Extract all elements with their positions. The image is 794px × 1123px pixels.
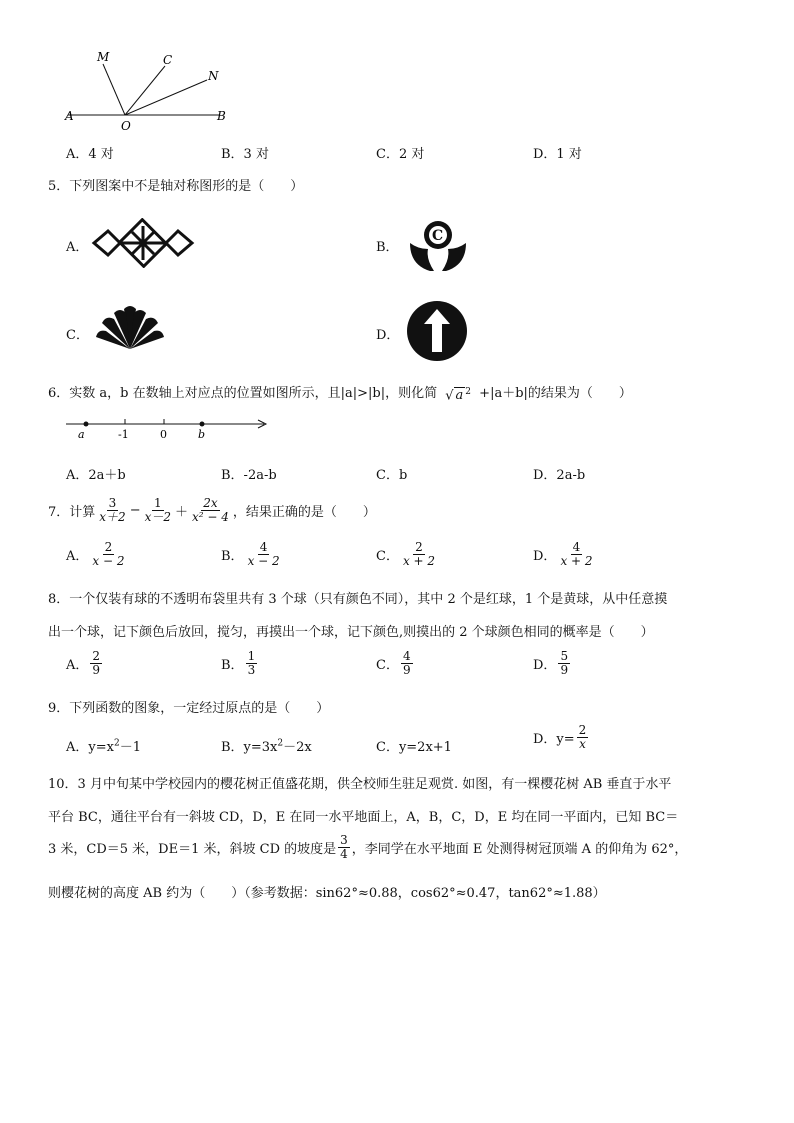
q7-option-c-num: 2 (415, 540, 423, 554)
q6-option-a[interactable]: A．2a＋b (66, 468, 126, 483)
q8-option-d-label: D． (533, 657, 557, 673)
q7-option-d[interactable] (533, 541, 597, 567)
q9-option-b[interactable] (221, 736, 312, 755)
q6-radicand-exp: 2 (465, 386, 472, 397)
q9-option-a-exp: 2 (113, 738, 120, 749)
q7-stem-post: ，结果正确的是（ ） (232, 504, 376, 520)
q8-option-a[interactable] (66, 650, 104, 676)
q7-option-c-label: C． (376, 548, 399, 564)
angle-figure (60, 48, 230, 133)
q8-option-c-den: 9 (402, 662, 411, 677)
q10-line3-post: ，李同学在水平地面 E 处测得树冠顶端 A 的仰角为 62°， (351, 841, 688, 857)
q5-stem: 5．下列图案中不是轴对称图形的是（ ） (48, 179, 304, 194)
q7-term2-num: 1 (153, 496, 162, 510)
q6-radicand: a (455, 388, 464, 403)
q9-option-d[interactable] (533, 724, 590, 750)
q4-option-a[interactable]: A．4 对 (66, 147, 114, 162)
q9-option-d-num: 2 (578, 723, 587, 737)
q6-stem-row (48, 382, 632, 401)
q7-option-a-den: x − 2 (92, 553, 125, 568)
label-a: A (65, 109, 74, 123)
q9-option-d-pre: D．y= (533, 731, 575, 747)
q6-option-b[interactable]: B．-2a-b (221, 468, 277, 483)
axis-label-zero: 0 (160, 428, 167, 441)
number-line (64, 412, 274, 442)
q8-line1: 8．一个仅装有球的不透明布袋里共有 3 个球（只有颜色不同），其中 2 个是红球，1 个是黄球，从中任意摸 (48, 592, 668, 607)
q10-slope-num: 3 (340, 833, 348, 847)
q9-option-a[interactable] (66, 736, 141, 755)
q10-line3-pre: 3 米，CD＝5 米，DE＝1 米，斜坡 CD 的坡度是 (48, 841, 337, 857)
q7-stem-pre: 7．计算 (48, 504, 96, 520)
q8-option-c[interactable] (376, 650, 415, 676)
q9-option-b-exp: 2 (277, 738, 284, 749)
q9-option-b-pre: B．y=3x (221, 740, 278, 755)
q7-option-d-num: 4 (572, 540, 581, 554)
q7-option-d-label: D． (533, 548, 557, 564)
q7-option-b[interactable] (221, 541, 284, 567)
q8-option-b-num: 1 (247, 649, 256, 663)
ray-oc (125, 66, 165, 115)
q9-option-a-pre: A．y=x (66, 740, 114, 755)
ray-on (125, 80, 207, 115)
q6-stem-pre: 6．实数 a，b 在数轴上对应点的位置如图所示，且|a|>|b|，则化简 (48, 386, 438, 401)
q4-option-b[interactable]: B．3 对 (221, 147, 269, 162)
q8-option-a-den: 9 (92, 662, 101, 677)
q7-option-b-den: x − 2 (247, 553, 280, 568)
q10-line1: 10．3 月中旬某中学校园内的樱花树正值盛花期，供全校师生驻足观赏. 如图，有一棵樱花树 AB 垂直于水平 (48, 777, 672, 792)
q7-op2: ＋ (175, 504, 189, 520)
axis-label-minus1: -1 (118, 428, 129, 441)
q8-option-c-num: 4 (402, 649, 411, 663)
q8-option-c-label: C． (376, 657, 399, 673)
q7-stem-row (48, 497, 376, 523)
q7-term1-num: 3 (108, 496, 117, 510)
q7-option-c[interactable] (376, 541, 439, 567)
q9-option-a-post: －1 (119, 740, 141, 755)
bank-logo-icon (406, 215, 470, 273)
q7-term1 (97, 497, 127, 523)
q4-option-c[interactable]: C．2 对 (376, 147, 425, 162)
q5-label-d[interactable]: D． (376, 328, 400, 343)
label-o: O (121, 119, 131, 133)
q6-stem-post: +|a＋b|的结果为（ ） (479, 386, 632, 401)
q10-line3 (48, 834, 687, 860)
q8-line2: 出一个球，记下颜色后放回，搅匀，再摸出一个球，记下颜色,则摸出的 2 个球颜色相同的概率是（ ） (48, 625, 654, 640)
q8-option-d[interactable] (533, 650, 572, 676)
label-b: B (217, 109, 226, 123)
axis-label-b: b (198, 428, 206, 441)
q5-label-b[interactable]: B． (376, 240, 399, 255)
q4-option-d[interactable]: D．1 对 (533, 147, 582, 162)
q7-term2 (143, 497, 173, 523)
q8-option-b[interactable] (221, 650, 259, 676)
q7-term3-den: x² − 4 (192, 509, 229, 524)
q10-line2: 平台 BC，通往平台有一斜坡 CD，D，E 在同一水平地面上，A，B，C，D，E 均在同一平面内，已知 BC＝ (48, 810, 679, 825)
q9-option-b-post: －2x (283, 740, 312, 755)
q7-op1: − (129, 502, 141, 518)
q7-term1-den: x＋2 (99, 509, 126, 524)
q7-option-a[interactable] (66, 541, 128, 567)
q8-option-b-den: 3 (247, 662, 256, 677)
q5-label-a[interactable]: A． (66, 240, 89, 255)
up-arrow-icon (406, 300, 468, 362)
q7-option-b-label: B． (221, 548, 244, 564)
q8-option-b-label: B． (221, 657, 244, 673)
q7-option-b-num: 4 (259, 540, 268, 554)
q7-term3 (190, 497, 231, 523)
flower-logo-icon (94, 303, 166, 353)
q8-option-d-den: 9 (560, 662, 569, 677)
q7-term2-den: x－2 (144, 509, 171, 524)
q8-option-a-num: 2 (92, 649, 101, 663)
ray-om (103, 64, 125, 115)
q6-option-d[interactable]: D．2a-b (533, 468, 586, 483)
q8-option-a-label: A． (66, 657, 89, 673)
q10-slope-den: 4 (340, 846, 348, 861)
q7-option-a-label: A． (66, 548, 89, 564)
q9-option-d-den: x (579, 736, 586, 751)
q8-option-d-num: 5 (560, 649, 569, 663)
label-n: N (208, 69, 219, 83)
svg-text:C: C (432, 228, 444, 244)
label-c: C (163, 53, 173, 67)
label-m: M (97, 50, 110, 64)
q7-term3-num: 2x (203, 496, 218, 510)
q6-option-c[interactable]: C．b (376, 468, 408, 483)
q7-option-c-den: x + 2 (402, 553, 436, 568)
q6-sqrt: √ a $^2$ (445, 386, 472, 403)
knot-pattern-icon (90, 218, 196, 268)
axis-label-a: a (78, 428, 85, 441)
q5-label-c[interactable]: C． (66, 328, 89, 343)
q9-option-c[interactable]: C．y=2x+1 (376, 740, 452, 755)
q10-line4: 则樱花树的高度 AB 约为（ ）（参考数据：sin62°≈0.88，cos62°≈0.47，tan62°≈1.88） (48, 886, 606, 901)
q7-option-d-den: x + 2 (560, 553, 593, 568)
q9-stem: 9．下列函数的图象，一定经过原点的是（ ） (48, 701, 330, 716)
q7-option-a-num: 2 (104, 540, 113, 554)
